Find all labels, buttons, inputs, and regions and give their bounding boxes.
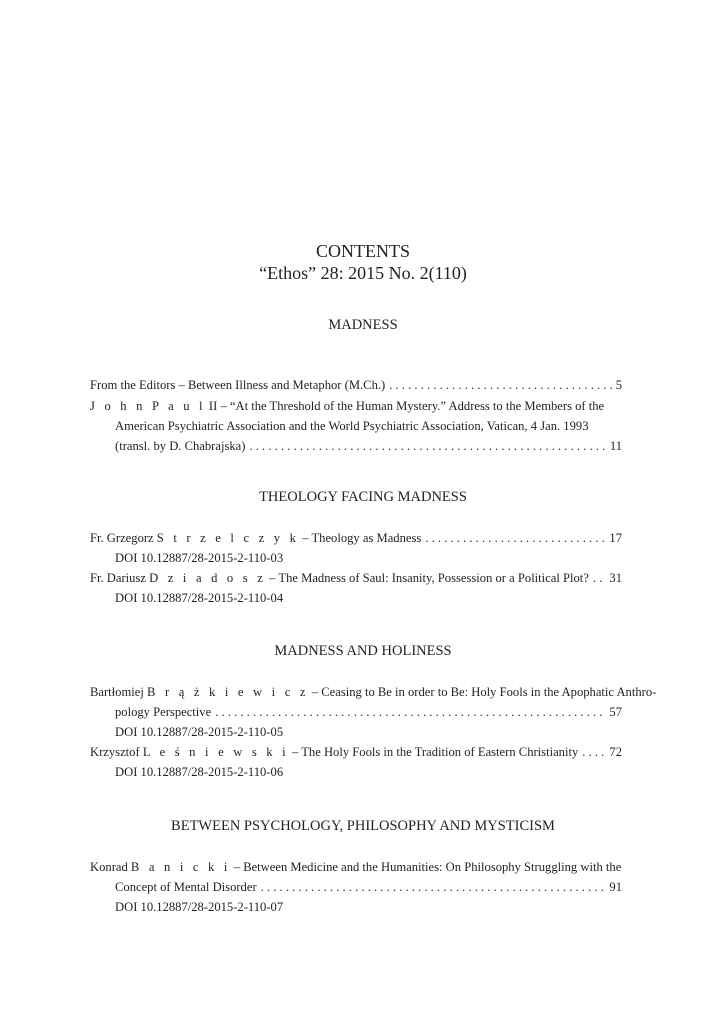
entry-title: From the Editors – Between Illness and Metaphor (M.Ch.) — [90, 378, 386, 392]
entry-author: Fr. Dariusz D z i a d o s z – The Madness of Saul: Insanity, Possession or a Political Plot? — [90, 571, 589, 585]
entry-title: – Ceasing to Be in order to Be: Holy Fools in the Apophatic Anthro- — [308, 685, 657, 699]
page-title: CONTENTS — [316, 241, 410, 261]
entry-doi: DOI 10.12887/28-2015-2-110-04 — [115, 591, 284, 605]
entry-title: – Theology as Madness — [299, 531, 422, 545]
toc-entry-continued — [115, 704, 622, 720]
section-title-holiness: MADNESS AND HOLINESS — [274, 643, 452, 659]
entry-doi: DOI 10.12887/28-2015-2-110-07 — [115, 900, 284, 914]
entry-author: Fr. Grzegorz S t r z e l c z y k – Theology as Madness — [90, 531, 422, 545]
section-title-psychology: BETWEEN PSYCHOLOGY, PHILOSOPHY AND MYSTICISM — [171, 818, 555, 834]
dot-leader — [261, 879, 607, 895]
toc-entry[interactable] — [90, 398, 622, 414]
toc-entry[interactable] — [90, 744, 622, 760]
dot-leader — [582, 744, 606, 760]
entry-title: – Between Medicine and the Humanities: On Philosophy Struggling with the — [230, 860, 622, 874]
toc-entry[interactable] — [90, 377, 622, 393]
entry-author: Bartłomiej B r ą ż k i e w i c z – Ceasing to Be in order to Be: Holy Fools in the Apophatic Anthro- — [90, 685, 657, 699]
issue-subtitle: “Ethos” 28: 2015 No. 2(110) — [259, 263, 467, 283]
dot-leader — [389, 377, 613, 393]
toc-entry[interactable] — [90, 570, 622, 586]
page-number: 5 — [615, 378, 622, 392]
section-title-madness: MADNESS — [328, 317, 398, 333]
dot-leader — [249, 438, 606, 454]
entry-doi: DOI 10.12887/28-2015-2-110-03 — [115, 551, 284, 565]
entry-doi: DOI 10.12887/28-2015-2-110-05 — [115, 725, 284, 739]
page-number: 72 — [609, 745, 622, 759]
dot-leader — [425, 530, 606, 546]
section-title-theology: THEOLOGY FACING MADNESS — [259, 489, 467, 505]
page-number: 57 — [609, 705, 622, 719]
toc-entry-continued — [115, 879, 622, 895]
entry-title: – The Madness of Saul: Insanity, Possession or a Political Plot? — [266, 571, 589, 585]
entry-title: – The Holy Fools in the Tradition of Eastern Christianity — [288, 745, 579, 759]
toc-entry[interactable] — [90, 530, 622, 546]
entry-title: pology Perspective — [115, 705, 212, 719]
page-number: 31 — [609, 571, 622, 585]
dot-leader — [593, 570, 607, 586]
entry-author: Konrad B a n i c k i – Between Medicine and the Humanities: On Philosophy Struggling with the — [90, 860, 622, 874]
toc-entry[interactable] — [90, 859, 622, 875]
entry-title-continued: American Psychiatric Association and the World Psychiatric Association, Vatican, 4 Jan. 1993 — [115, 419, 589, 433]
entry-title: Concept of Mental Disorder — [115, 880, 257, 894]
page-number: 91 — [609, 880, 622, 894]
entry-doi: DOI 10.12887/28-2015-2-110-06 — [115, 765, 284, 779]
entry-title: – “At the Threshold of the Human Mystery.” Address to the Members of the — [217, 399, 605, 413]
toc-entry-continued — [115, 438, 622, 454]
toc-entry[interactable] — [90, 684, 657, 700]
page-number: 17 — [609, 531, 622, 545]
entry-author: J o h n P a u l II – “At the Threshold of the Human Mystery.” Address to the Members of the — [90, 399, 605, 413]
entry-title: (transl. by D. Chabrajska) — [115, 439, 246, 453]
dot-leader — [215, 704, 606, 720]
page-number: 11 — [609, 439, 622, 453]
entry-author: Krzysztof L e ś n i e w s k i – The Holy Fools in the Tradition of Eastern Christianity — [90, 745, 579, 759]
